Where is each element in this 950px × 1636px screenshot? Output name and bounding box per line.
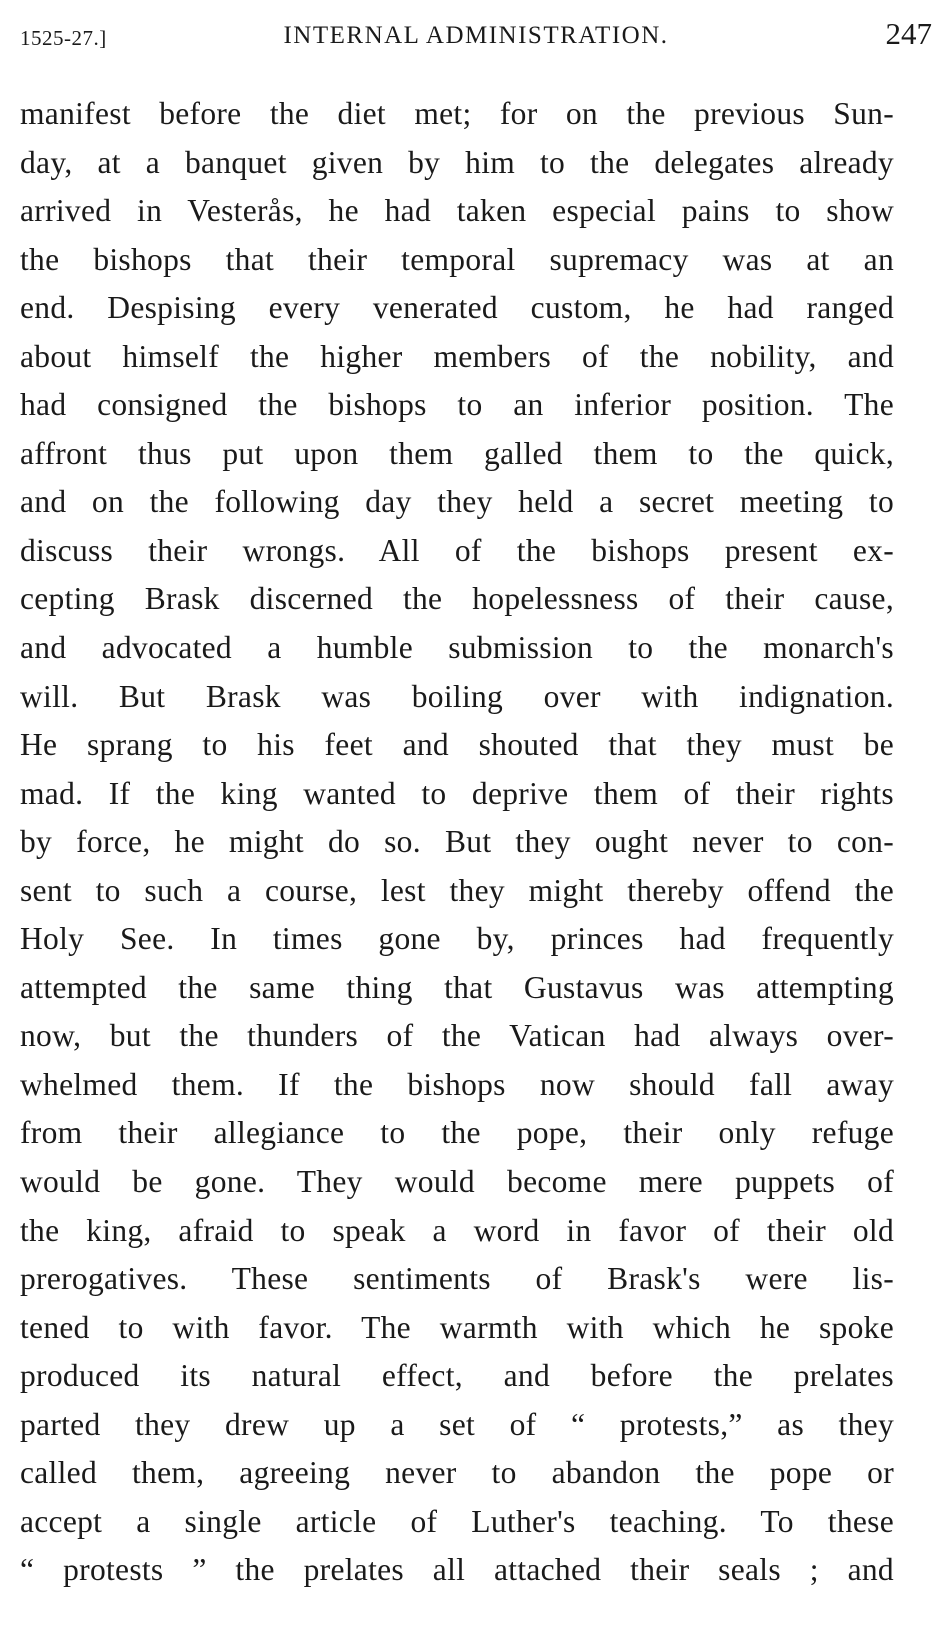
text-line: by force, he might do so. But they ought never to con- <box>20 824 894 860</box>
header-date-range: 1525-27.] <box>20 26 107 50</box>
text-line: and on the following day they held a secret meeting to <box>20 484 894 520</box>
text-line: the king, afraid to speak a word in favor of their old <box>20 1212 894 1248</box>
text-line: discuss their wrongs. All of the bishops present ex- <box>20 532 894 568</box>
text-line: had consigned the bishops to an inferior position. The <box>20 387 894 423</box>
text-line: attempted the same thing that Gustavus was attempting <box>20 969 894 1005</box>
text-line: affront thus put upon them galled them to the quick, <box>20 435 894 471</box>
text-line: the bishops that their temporal supremacy was at an <box>20 241 894 277</box>
text-line: end. Despising every venerated custom, he had ranged <box>20 290 894 326</box>
text-line: tened to with favor. The warmth with which he spoke <box>20 1309 894 1345</box>
text-line: produced its natural effect, and before the prelates <box>20 1358 894 1394</box>
text-line: and advocated a humble submission to the monarch's <box>20 630 894 666</box>
text-line: about himself the higher members of the nobility, and <box>20 338 894 374</box>
body-text <box>20 90 894 1595</box>
text-line: arrived in Vesterås, he had taken especial pains to show <box>20 193 894 229</box>
header-chapter-title: INTERNAL ADMINISTRATION. <box>283 22 669 49</box>
text-line: “ protests ” the prelates all attached their seals ; and <box>20 1552 894 1588</box>
text-line: whelmed them. If the bishops now should fall away <box>20 1066 894 1102</box>
text-line: He sprang to his feet and shouted that they must be <box>20 727 894 763</box>
page-number: 247 <box>885 16 932 51</box>
text-line: now, but the thunders of the Vatican had always over- <box>20 1018 894 1054</box>
text-line: will. But Brask was boiling over with indignation. <box>20 678 894 714</box>
text-line: mad. If the king wanted to deprive them of their rights <box>20 775 894 811</box>
text-line: accept a single article of Luther's teaching. To these <box>20 1503 894 1539</box>
text-line: manifest before the diet met; for on the previous Sun- <box>20 96 894 131</box>
text-line: parted they drew up a set of “ protests,” as they <box>20 1406 894 1442</box>
running-head <box>20 14 932 54</box>
text-line: would be gone. They would become mere puppets of <box>20 1164 894 1200</box>
text-line: called them, agreeing never to abandon the pope or <box>20 1455 894 1491</box>
text-line: sent to such a course, lest they might thereby offend the <box>20 872 894 908</box>
text-line: from their allegiance to the pope, their only refuge <box>20 1115 894 1151</box>
text-line: Holy See. In times gone by, princes had frequently <box>20 921 894 957</box>
text-line: prerogatives. These sentiments of Brask's were lis- <box>20 1261 894 1297</box>
text-line: day, at a banquet given by him to the delegates already <box>20 144 894 180</box>
text-line: cepting Brask discerned the hopelessness of their cause, <box>20 581 894 617</box>
